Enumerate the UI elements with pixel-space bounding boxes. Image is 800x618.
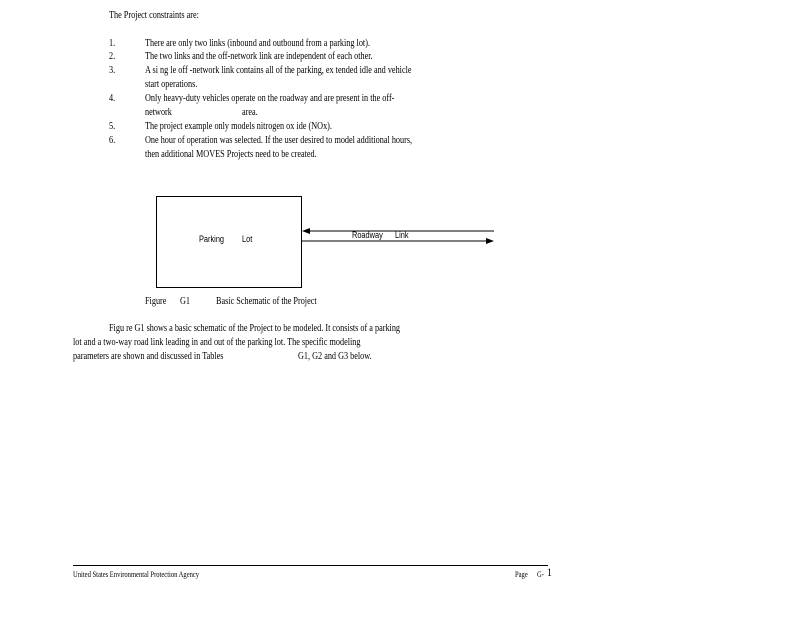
lot-label: Lot bbox=[242, 234, 253, 244]
link-label: Link bbox=[395, 230, 409, 240]
figure-caption-text: Basic Schematic of the Project bbox=[216, 296, 317, 307]
paragraph-line: lot and a two-way road link leading in and out of the parking lot. The specific modeling bbox=[73, 337, 361, 348]
list-item-number: 4. bbox=[109, 93, 116, 104]
inbound-arrowhead bbox=[302, 228, 310, 234]
list-item-number: 6. bbox=[109, 135, 116, 146]
paragraph-line: Figu re G1 shows a basic schematic of the Project to be modeled. It consists of a parking bbox=[109, 323, 401, 334]
list-item-text: One hour of operation was selected. If the user desired to model additional hours, bbox=[145, 135, 413, 146]
figure-caption-number: G1 bbox=[180, 296, 191, 307]
list-item-text: The two links and the off-network link are independent of each other. bbox=[145, 51, 373, 62]
list-item-text: then additional MOVES Projects need to be created. bbox=[145, 149, 317, 160]
footer-page-number: 1 bbox=[547, 565, 552, 579]
footer-page-prefix: G- bbox=[537, 570, 544, 579]
list-item-number: 2. bbox=[109, 51, 116, 62]
list-item-text: network bbox=[145, 107, 172, 118]
list-item-number: 3. bbox=[109, 65, 116, 76]
list-item-text: A si ng le off -network link contains all of the parking, ex tended idle and vehicle bbox=[145, 65, 412, 76]
parking-label: Parking bbox=[199, 234, 225, 244]
constraints-intro: The Project constraints are: bbox=[109, 10, 199, 21]
paragraph-line: parameters are shown and discussed in Tables bbox=[73, 351, 224, 362]
list-item-number: 1. bbox=[109, 38, 116, 49]
list-item-text: There are only two links (inbound and outbound from a parking lot). bbox=[145, 38, 371, 49]
list-item-text: start operations. bbox=[145, 79, 198, 90]
footer-divider bbox=[73, 565, 548, 566]
footer-agency: United States Environmental Protection Agency bbox=[73, 570, 200, 579]
figure-caption-prefix: Figure bbox=[145, 296, 167, 307]
roadway-label: Roadway bbox=[352, 230, 383, 240]
list-item-number: 5. bbox=[109, 121, 116, 132]
list-item-text: area. bbox=[242, 107, 258, 118]
list-item-text: The project example only models nitrogen ox ide (NOx). bbox=[145, 121, 332, 132]
outbound-arrowhead bbox=[486, 238, 494, 244]
footer-page-label: Page bbox=[515, 570, 528, 579]
list-item-text: Only heavy-duty vehicles operate on the roadway and are present in the off- bbox=[145, 93, 395, 104]
paragraph-line: G1, G2 and G3 below. bbox=[298, 351, 372, 362]
